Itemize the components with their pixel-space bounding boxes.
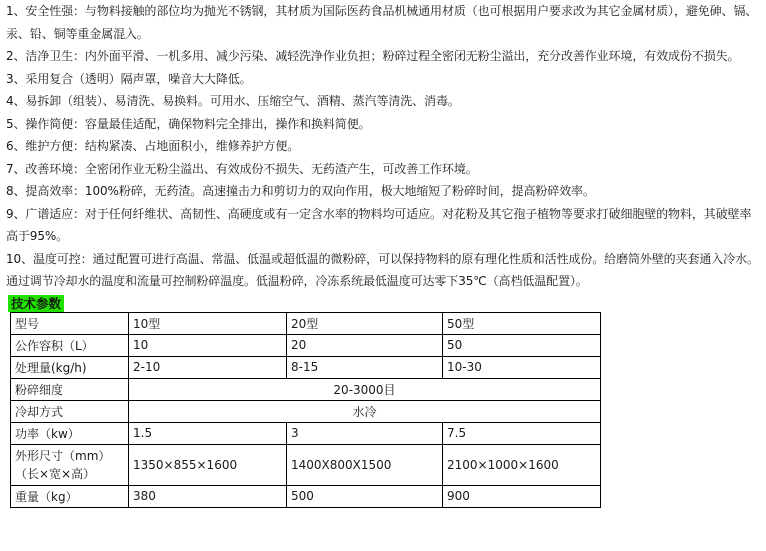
table-row — [11, 444, 601, 485]
model-cell: 50型 — [443, 312, 601, 334]
row-label-model: 型号 — [11, 312, 129, 334]
dims-label-line1: 外形尺寸（mm） — [15, 448, 111, 463]
feature-item: 3、采用复合（透明）隔声罩，噪音大大降低。 — [6, 71, 252, 86]
throughput-cell: 8-15 — [287, 356, 443, 378]
throughput-cell: 2-10 — [129, 356, 287, 378]
row-label-volume: 公作容积（L） — [11, 334, 129, 356]
table-row — [11, 422, 601, 444]
power-cell: 7.5 — [443, 422, 601, 444]
throughput-cell: 10-30 — [443, 356, 601, 378]
volume-cell: 50 — [443, 334, 601, 356]
feature-list — [6, 0, 762, 293]
weight-cell: 500 — [287, 485, 443, 507]
feature-item: 1、安全性强：与物料接触的部位均为抛光不锈钢，其材质为国际医药食品机械通用材质（也可根据用户要求改为其它金属材质），避免砷、镉、汞、铅、铜等重金属混入。 — [6, 4, 758, 41]
model-cell: 10型 — [129, 312, 287, 334]
table-row — [11, 334, 601, 356]
row-label-throughput: 处理量(kg/h) — [11, 356, 129, 378]
row-label-cooling: 冷却方式 — [11, 400, 129, 422]
weight-cell: 380 — [129, 485, 287, 507]
cooling-cell: 水冷 — [129, 400, 601, 422]
volume-cell: 10 — [129, 334, 287, 356]
row-label-dimensions — [11, 444, 129, 485]
spec-table — [10, 312, 601, 508]
volume-cell: 20 — [287, 334, 443, 356]
feature-item: 7、改善环境：全密闭作业无粉尘溢出、有效成份不损失、无药渣产生，可改善工作环境。 — [6, 161, 478, 176]
fineness-cell: 20-3000目 — [129, 378, 601, 400]
dims-cell: 1350×855×1600 — [129, 444, 287, 485]
power-cell: 3 — [287, 422, 443, 444]
dims-cell: 1400X800X1500 — [287, 444, 443, 485]
row-label-power: 功率（kw） — [11, 422, 129, 444]
dims-cell: 2100×1000×1600 — [443, 444, 601, 485]
spec-section-title: 技术参数 — [8, 295, 64, 312]
model-cell: 20型 — [287, 312, 443, 334]
row-label-fineness: 粉碎细度 — [11, 378, 129, 400]
table-row — [11, 485, 601, 507]
row-label-weight: 重量（kg） — [11, 485, 129, 507]
dims-label-line2: （长×宽×高） — [15, 466, 96, 481]
feature-item: 2、洁净卫生：内外面平滑、一机多用、减少污染、减轻洗净作业负担；粉碎过程全密闭无粉尘溢出，充分改善作业环境，有效成份不损失。 — [6, 49, 740, 63]
table-row — [11, 312, 601, 334]
feature-item: 8、提高效率：100%粉碎，无药渣。高速撞击力和剪切力的双向作用，极大地缩短了粉碎时间，提高粉碎效率。 — [6, 184, 595, 198]
table-row — [11, 356, 601, 378]
table-row — [11, 400, 601, 422]
feature-item: 5、操作简便：容量最佳适配，确保物料完全排出，操作和换料简便。 — [6, 116, 371, 131]
feature-item: 4、易拆卸（组装）、易清洗、易换料。可用水、压缩空气、酒精、蒸汽等清洗、消毒。 — [6, 94, 460, 108]
feature-item: 6、维护方便：结构紧凑、占地面积小，维修养护方便。 — [6, 139, 300, 153]
feature-item: 10、温度可控：通过配置可进行高温、常温、低温或超低温的微粉碎，可以保持物料的原有理化性质和活性成份。给磨筒外壁的夹套通入冷水。通过调节冷却水的温度和流量可控制粉碎温度。低温粉碎，冷冻系统最低温度可达零下35℃（高档低温配置）。 — [6, 251, 759, 288]
feature-item: 9、广谱适应：对于任何纤维状、高韧性、高硬度或有一定含水率的物料均可适应。对花粉及其它孢子植物等要求打破细胞壁的物料，其破壁率高于95%。 — [6, 206, 752, 243]
power-cell: 1.5 — [129, 422, 287, 444]
weight-cell: 900 — [443, 485, 601, 507]
table-row — [11, 378, 601, 400]
